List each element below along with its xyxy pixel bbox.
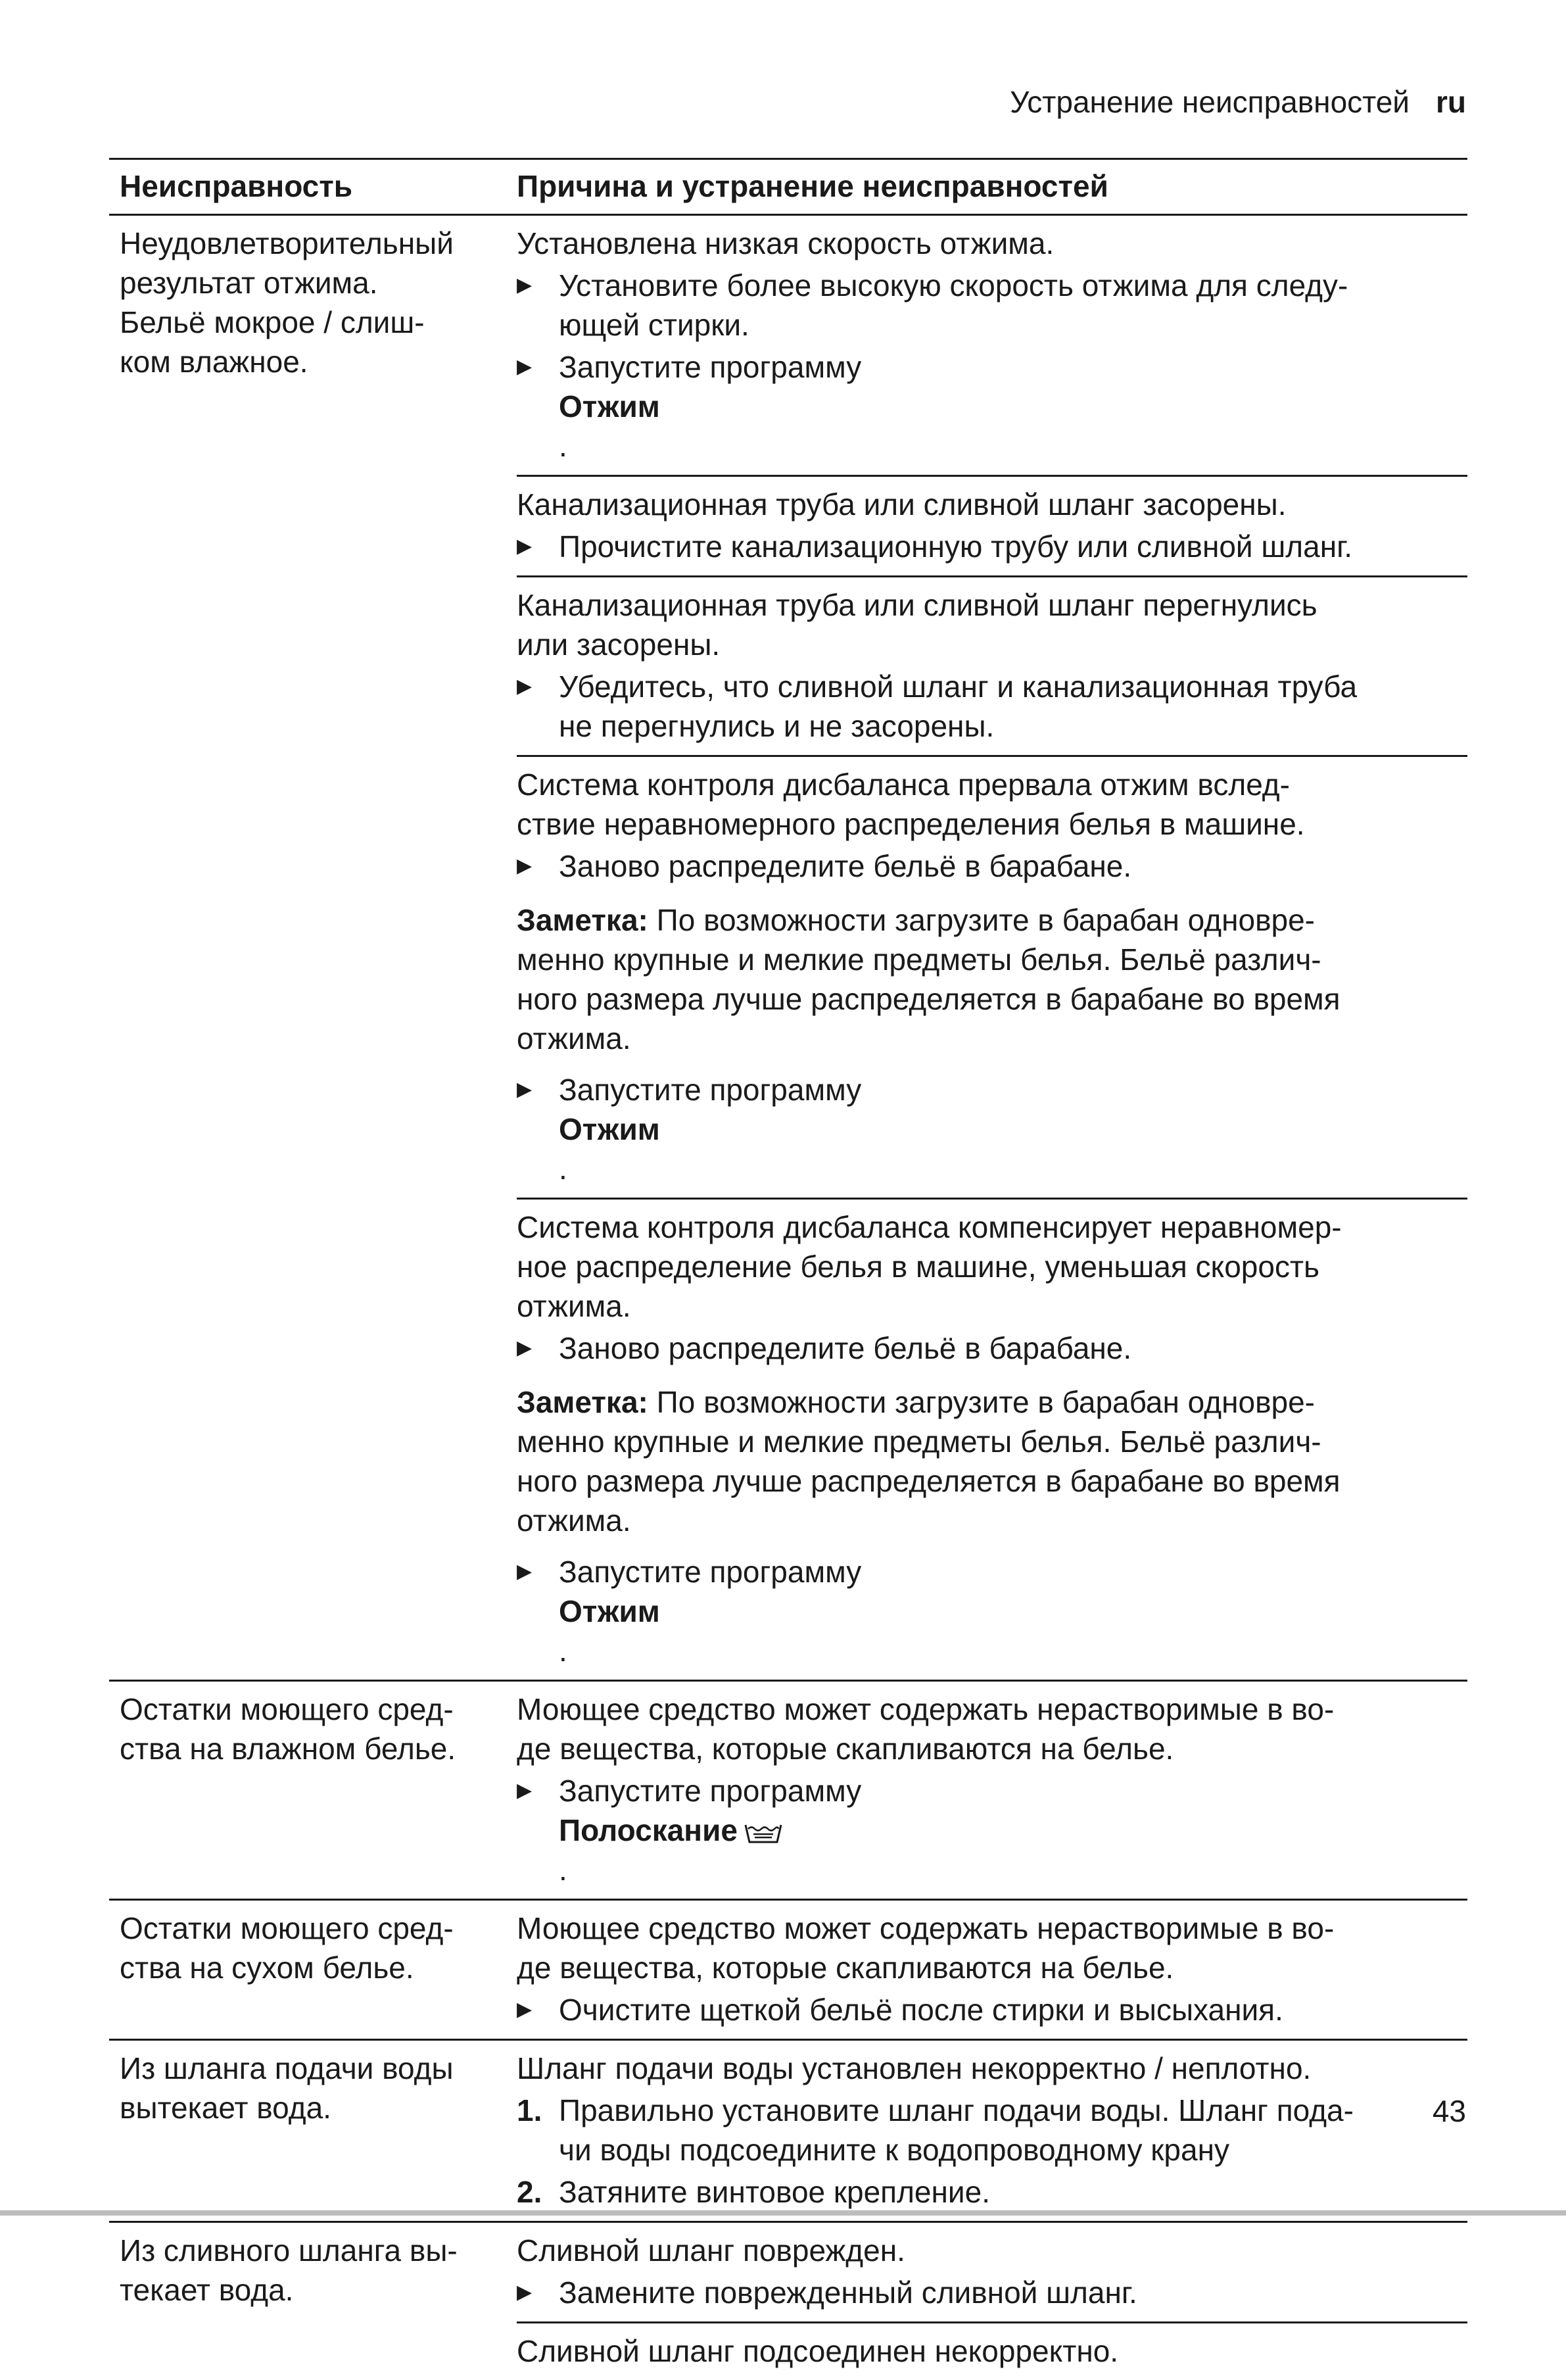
cause-text: Установлена низкая скорость отжима. xyxy=(517,226,1055,260)
cause-text: ное распределение белья в машине, уменьшая скорость xyxy=(517,1250,1319,1284)
program-name: Отжим xyxy=(559,1112,660,1146)
triangle-bullet-icon: ▶ xyxy=(517,2281,533,2303)
cause-text: Сливной шланг поврежден. xyxy=(517,2233,905,2268)
page-number: 43 xyxy=(1432,2094,1466,2128)
cause-cell xyxy=(517,216,1467,1680)
triangle-bullet-icon: ▶ xyxy=(517,675,533,697)
remedy-step: ▶ Убедитесь, что сливной шланг и канализационная труба не перегнулись и не засорены. xyxy=(517,667,1467,746)
remedy-step: ▶ Прочистите канализационную трубу или сливной шланг. xyxy=(517,527,1467,566)
cause-block xyxy=(517,2041,1467,2221)
page-header xyxy=(1010,82,1466,122)
fault-line: Неудовлетворительный xyxy=(120,226,454,260)
cause-text: Система контроля дисбаланса компенсирует неравномер- xyxy=(517,1210,1342,1244)
cause-cell xyxy=(517,1682,1467,1899)
cause-text: Шланг подачи воды установлен некорректно / неплотно. xyxy=(517,2051,1312,2085)
fault-cell xyxy=(109,216,517,1680)
cause-block xyxy=(517,1901,1467,2039)
cause-block xyxy=(517,757,1467,1200)
cause-text: отжима. xyxy=(517,1289,631,1323)
fault-line: Из сливного шланга вы- xyxy=(120,2233,458,2268)
cause-text: Моющее средство может содержать нерастворимые в во- xyxy=(517,1692,1335,1726)
note-label: Заметка: xyxy=(517,903,648,937)
fault-cell xyxy=(109,1682,517,1899)
cause-block xyxy=(517,477,1467,577)
triangle-bullet-icon: ▶ xyxy=(517,1999,533,2020)
section-title: Устранение неисправностей xyxy=(1010,85,1410,119)
triangle-bullet-icon: ▶ xyxy=(517,1079,533,1100)
column-header-fault: Неисправность xyxy=(120,169,353,203)
cause-cell xyxy=(517,2041,1467,2221)
program-name: Отжим xyxy=(559,1594,660,1628)
fault-cell xyxy=(109,1901,517,2039)
cause-block xyxy=(517,1682,1467,1899)
remedy-step: ▶ Установите более высокую скорость отжима для следу- ющей стирки. xyxy=(517,266,1467,345)
note-block: Заметка: По возможности загрузите в барабан одновре- менно крупные и мелкие предметы белья. Бельё различ- ного размера лучше распределяется в барабане во время отжима. xyxy=(517,1385,1341,1538)
triangle-bullet-icon: ▶ xyxy=(517,1561,533,1582)
triangle-bullet-icon: ▶ xyxy=(517,1780,533,1801)
remedy-step: ▶ Очистите щеткой бельё после стирки и высыхания. xyxy=(517,1990,1467,2029)
table-row xyxy=(109,2223,1467,2380)
fault-line: ства на сухом белье. xyxy=(120,1951,414,1985)
cause-text: ствие неравномерного распределения белья в машине. xyxy=(517,807,1305,841)
remedy-step: ▶ Заново распределите бельё в барабане. xyxy=(517,846,1467,886)
fault-line: ства на влажном белье. xyxy=(120,1732,456,1766)
fault-line: Остатки моющего сред- xyxy=(120,1911,454,1945)
troubleshooting-table xyxy=(109,158,1467,2380)
triangle-bullet-icon: ▶ xyxy=(517,1337,533,1359)
fault-line: текает вода. xyxy=(120,2273,294,2307)
remedy-step: ▶ Запустите программу Полоскание . xyxy=(517,1771,1467,1889)
fault-line: Бельё мокрое / слиш- xyxy=(120,305,425,339)
table-row xyxy=(109,2041,1467,2223)
remedy-step: ▶ Запустите программу Отжим . xyxy=(517,347,1467,466)
fault-line: ком влажное. xyxy=(120,345,308,379)
remedy-step: ▶ Замените поврежденный сливной шланг. xyxy=(517,2273,1467,2312)
cause-block xyxy=(517,577,1467,757)
fault-line: Остатки моющего сред- xyxy=(120,1692,454,1726)
note-label: Заметка: xyxy=(517,1385,648,1419)
table-row xyxy=(109,1682,1467,1901)
table-header xyxy=(109,158,1467,216)
remedy-step: ▶ Запустите программу Отжим . xyxy=(517,1070,1467,1188)
remedy-step: ▶ Заново распределите бельё в барабане. xyxy=(517,1328,1467,1368)
note-block: Заметка: По возможности загрузите в барабан одновре- менно крупные и мелкие предметы белья. Бельё различ- ного размера лучше распределяется в барабане во время отжима. xyxy=(517,903,1341,1056)
fault-line: результат отжима. xyxy=(120,266,378,300)
cause-cell xyxy=(517,2223,1467,2380)
language-code: ru xyxy=(1436,85,1466,119)
cause-block xyxy=(517,216,1467,477)
cause-text: де вещества, которые скапливаются на белье. xyxy=(517,1732,1174,1766)
triangle-bullet-icon: ▶ xyxy=(517,356,533,377)
fault-line: Из шланга подачи воды xyxy=(120,2051,454,2085)
fault-line: вытекает вода. xyxy=(120,2091,331,2125)
cause-block xyxy=(517,1200,1467,1680)
cause-cell xyxy=(517,1901,1467,2039)
remedy-step: ▶ Запустите программу Отжим . xyxy=(517,1552,1467,1670)
rinse-icon xyxy=(743,1820,784,1846)
cause-text: Система контроля дисбаланса прервала отжим вслед- xyxy=(517,767,1290,802)
remedy-step: 1. Правильно установите шланг подачи воды. Шланг пода- чи воды подсоедините к водопроводному крану xyxy=(517,2091,1467,2170)
cause-text: или засорены. xyxy=(517,627,721,662)
step-number: 2. xyxy=(517,2175,542,2209)
fault-cell xyxy=(109,2223,517,2380)
cause-text: Канализационная труба или сливной шланг перегнулись xyxy=(517,588,1317,622)
remedy-step: 2. Затяните винтовое крепление. xyxy=(517,2172,1467,2212)
cause-text: Моющее средство может содержать нерастворимые в во- xyxy=(517,1911,1335,1945)
bottom-band xyxy=(0,2210,1566,2216)
program-name: Полоскание xyxy=(559,1813,738,1847)
triangle-bullet-icon: ▶ xyxy=(517,855,533,877)
table-row xyxy=(109,1901,1467,2041)
triangle-bullet-icon: ▶ xyxy=(517,274,533,296)
cause-text: Сливной шланг подсоединен некорректно. xyxy=(517,2334,1119,2368)
table-row xyxy=(109,216,1467,1682)
fault-cell xyxy=(109,2041,517,2221)
cause-block xyxy=(517,2223,1467,2323)
cause-text: де вещества, которые скапливаются на белье. xyxy=(517,1951,1174,1985)
cause-text: Канализационная труба или сливной шланг засорены. xyxy=(517,487,1287,522)
cause-block xyxy=(517,2323,1467,2380)
column-header-cause: Причина и устранение неисправностей xyxy=(517,169,1108,203)
program-name: Отжим xyxy=(559,389,660,424)
step-number: 1. xyxy=(517,2093,542,2127)
triangle-bullet-icon: ▶ xyxy=(517,535,533,557)
